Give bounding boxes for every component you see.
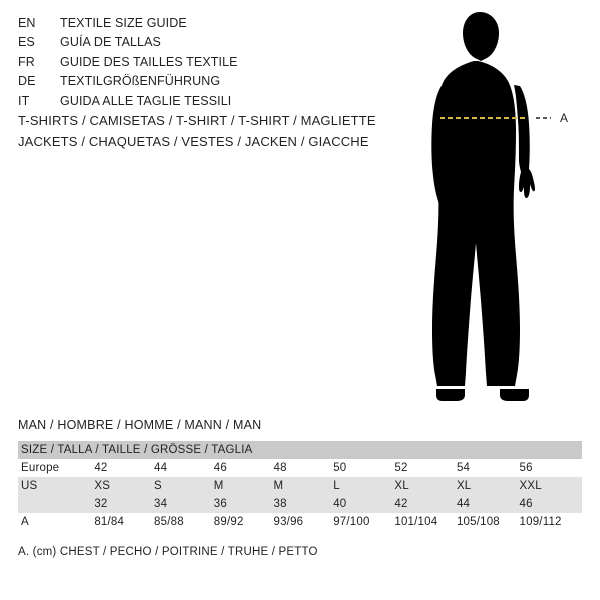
language-code: ES (18, 35, 35, 50)
table-cell: S (154, 477, 214, 495)
garment-line-tshirts: T-SHIRTS / CAMISETAS / T-SHIRT / T-SHIRT / MAGLIETTE (18, 113, 376, 128)
table-row (18, 459, 582, 477)
table-cell: 32 (94, 495, 154, 513)
language-row (18, 33, 398, 52)
language-text: GUÍA DE TALLAS (60, 35, 161, 50)
row-label: US (18, 477, 94, 495)
table-cell: 40 (333, 495, 394, 513)
table-cell: 42 (394, 495, 457, 513)
language-code: DE (18, 74, 36, 89)
row-label: Europe (18, 459, 94, 477)
table-section-title: MAN / HOMBRE / HOMME / MANN / MAN (18, 418, 262, 432)
male-silhouette-icon (408, 8, 593, 408)
table-cell: 93/96 (273, 513, 333, 531)
table-cell: 36 (214, 495, 274, 513)
table-cell: 34 (154, 495, 214, 513)
table-cell: 85/88 (154, 513, 214, 531)
table-header-label: SIZE / TALLA / TAILLE / GRÖSSE / TAGLIA (18, 441, 582, 459)
size-table (18, 441, 582, 531)
table-header-row (18, 441, 582, 459)
table-cell: 46 (214, 459, 274, 477)
language-text: TEXTILE SIZE GUIDE (60, 16, 187, 30)
language-code: FR (18, 54, 35, 69)
language-code: EN (18, 16, 36, 30)
table-cell: 46 (520, 495, 582, 513)
table-cell: 48 (273, 459, 333, 477)
table-row (18, 495, 582, 513)
table-cell: L (333, 477, 394, 495)
table-cell: 97/100 (333, 513, 394, 531)
table-cell: 56 (520, 459, 582, 477)
language-code: IT (18, 93, 30, 108)
table-cell: M (214, 477, 274, 495)
table-row (18, 513, 582, 531)
figure-illustration (408, 8, 593, 408)
table-cell: 81/84 (94, 513, 154, 531)
language-row (18, 72, 398, 91)
language-text: TEXTILGRÖßENFÜHRUNG (60, 74, 221, 89)
table-cell: 44 (154, 459, 214, 477)
row-label (18, 495, 94, 513)
table-row (18, 477, 582, 495)
language-row (18, 92, 398, 111)
language-text: GUIDA ALLE TAGLIE TESSILI (60, 93, 232, 108)
table-cell: 42 (94, 459, 154, 477)
table-cell: XL (394, 477, 457, 495)
table-cell: 109/112 (520, 513, 582, 531)
footnote: A. (cm) CHEST / PECHO / POITRINE / TRUHE / PETTO (18, 546, 318, 558)
table-cell: 89/92 (214, 513, 274, 531)
table-cell: 105/108 (457, 513, 520, 531)
language-text: GUIDE DES TAILLES TEXTILE (60, 54, 238, 69)
language-list (18, 14, 398, 111)
garment-type-list (18, 110, 398, 152)
table-cell: 50 (333, 459, 394, 477)
table-cell: 54 (457, 459, 520, 477)
table-cell: 38 (273, 495, 333, 513)
table-cell: XXL (520, 477, 582, 495)
table-cell: M (273, 477, 333, 495)
measure-label-a: A (560, 111, 569, 125)
garment-line-jackets: JACKETS / CHAQUETAS / VESTES / JACKEN / GIACCHE (18, 134, 369, 149)
language-row (18, 14, 398, 33)
table-cell: 52 (394, 459, 457, 477)
table-cell: 44 (457, 495, 520, 513)
row-label: A (18, 513, 94, 531)
table-cell: XL (457, 477, 520, 495)
language-row (18, 53, 398, 72)
table-cell: XS (94, 477, 154, 495)
table-cell: 101/104 (394, 513, 457, 531)
